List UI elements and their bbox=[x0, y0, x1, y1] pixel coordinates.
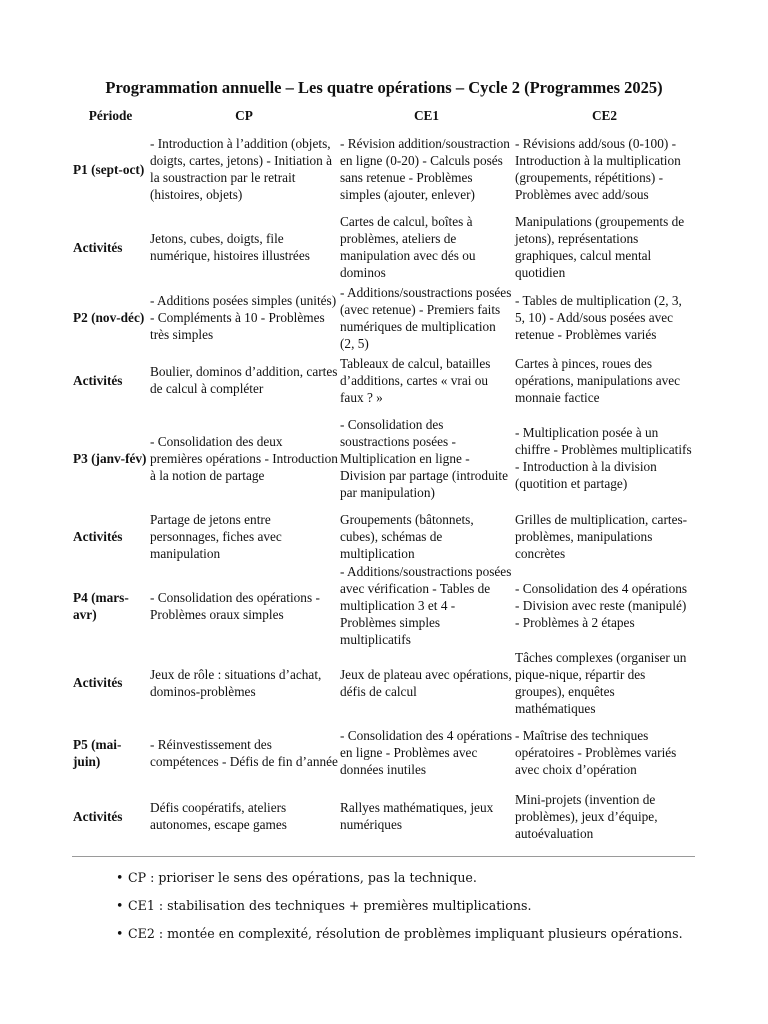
table-row bbox=[72, 563, 695, 648]
table-row bbox=[72, 648, 695, 717]
bullet-icon: • bbox=[116, 926, 124, 941]
ce1-cell: Tableaux de calcul, batailles d’additions, cartes « vrai ou faux ? » bbox=[340, 355, 491, 405]
list-item bbox=[116, 864, 683, 892]
table-row bbox=[72, 353, 695, 407]
list-item bbox=[116, 920, 683, 948]
header-periode: Période bbox=[88, 107, 133, 123]
period-cell: Activités bbox=[73, 808, 123, 824]
cp-cell: - Réinvestissement des compétences - Défis de fin d’année bbox=[150, 736, 338, 769]
cp-cell: Partage de jetons entre personnages, fiches avec manipulation bbox=[150, 511, 282, 561]
table-row bbox=[72, 212, 695, 282]
ce2-cell: - Consolidation des 4 opérations - Division avec reste (manipulé) - Problèmes à 2 étapes bbox=[515, 581, 688, 630]
period-cell: P1 (sept-oct) bbox=[73, 161, 145, 177]
separator-line bbox=[72, 856, 695, 857]
bullet-icon: • bbox=[116, 898, 124, 913]
period-cell: P3 (janv-fév) bbox=[73, 450, 147, 466]
cp-cell: - Additions posées simples (unités) - Compléments à 10 - Problèmes très simples bbox=[150, 293, 337, 342]
note-text: CP : prioriser le sens des opérations, pas la technique. bbox=[128, 870, 477, 885]
ce2-cell: Manipulations (groupements de jetons), représentations graphiques, calcul mental quotidien bbox=[515, 214, 685, 280]
period-cell: Activités bbox=[73, 239, 123, 255]
ce2-cell: - Tables de multiplication (2, 3, 5, 10) - Add/sous posées avec retenue - Problèmes variés bbox=[515, 293, 682, 342]
table-row bbox=[72, 126, 695, 212]
period-cell: P4 (mars-avr) bbox=[73, 589, 129, 622]
ce2-cell: - Révisions add/sous (0-100) - Introduction à la multiplication (groupements, répétitions) - Problèmes avec add/sous bbox=[515, 136, 681, 202]
period-cell: Activités bbox=[73, 528, 123, 544]
list-item bbox=[116, 892, 683, 920]
ce2-cell: Cartes à pinces, roues des opérations, manipulations avec monnaie factice bbox=[515, 355, 681, 405]
ce1-cell: - Additions/soustractions posées (avec retenue) - Premiers faits numériques de multiplication (2, 5) bbox=[340, 284, 512, 351]
note-text: CE2 : montée en complexité, résolution de problèmes impliquant plusieurs opérations. bbox=[128, 926, 683, 941]
table-row bbox=[72, 282, 695, 353]
ce2-cell: - Multiplication posée à un chiffre - Problèmes multiplicatifs - Introduction à la division (quotition et partage) bbox=[515, 425, 692, 491]
table-row bbox=[72, 509, 695, 563]
period-cell: Activités bbox=[73, 372, 123, 388]
period-cell: Activités bbox=[73, 675, 123, 690]
cp-cell: - Consolidation des opérations - Problèmes oraux simples bbox=[150, 589, 320, 622]
ce2-cell: Tâches complexes (organiser un pique-nique, répartir des groupes), enquêtes mathématiques bbox=[515, 649, 687, 716]
ce1-cell: Jeux de plateau avec opérations, défis de calcul bbox=[340, 666, 512, 699]
ce1-cell: Rallyes mathématiques, jeux numériques bbox=[340, 800, 494, 832]
ce2-cell: Grilles de multiplication, cartes-problèmes, manipulations concrètes bbox=[515, 511, 688, 561]
header-ce1: CE1 bbox=[413, 107, 440, 123]
header-cp: CP bbox=[235, 107, 253, 123]
ce1-cell: - Consolidation des soustractions posées - Multiplication en ligne - Division par partage (introduite par manipulation) bbox=[340, 416, 509, 500]
ce2-cell: Mini-projets (invention de problèmes), jeux d’équipe, autoévaluation bbox=[515, 791, 658, 841]
table-row bbox=[72, 407, 695, 509]
period-cell: P2 (nov-déc) bbox=[73, 310, 145, 325]
bullet-icon: • bbox=[116, 870, 124, 885]
cp-cell: Boulier, dominos d’addition, cartes de calcul à compléter bbox=[150, 364, 338, 396]
ce2-cell: - Maîtrise des techniques opératoires - Problèmes variés avec choix d’opération bbox=[515, 728, 677, 777]
table-row bbox=[72, 788, 695, 844]
cp-cell: - Consolidation des deux premières opérations - Introduction à la notion de partage bbox=[150, 433, 338, 483]
cp-cell: - Introduction à l’addition (objets, doigts, cartes, jetons) - Initiation à la soustraction par le retrait (histoires, objets) bbox=[150, 136, 333, 202]
ce1-cell: - Additions/soustractions posées avec vérification - Tables de multiplication 3 et 4 - Problèmes simples multiplicatifs bbox=[340, 564, 512, 647]
note-text: CE1 : stabilisation des techniques + premières multiplications. bbox=[128, 898, 532, 913]
ce1-cell: - Consolidation des 4 opérations en ligne - Problèmes avec données inutiles bbox=[340, 728, 513, 777]
notes-list bbox=[116, 864, 683, 948]
table-header-row bbox=[72, 104, 695, 126]
ce1-cell: Cartes de calcul, boîtes à problèmes, ateliers de manipulation avec dés ou dominos bbox=[340, 214, 476, 280]
ce1-cell: - Révision addition/soustraction en ligne (0-20) - Calculs posés sans retenue - Problèmes simples (ajouter, enlever) bbox=[340, 136, 510, 202]
page-title: Programmation annuelle – Les quatre opérations – Cycle 2 (Programmes 2025) bbox=[105, 78, 663, 97]
programmation-table bbox=[72, 104, 695, 844]
table-row bbox=[72, 717, 695, 788]
cp-cell: Jetons, cubes, doigts, file numérique, histoires illustrées bbox=[150, 231, 310, 263]
header-ce2: CE2 bbox=[591, 107, 618, 123]
cp-cell: Défis coopératifs, ateliers autonomes, escape games bbox=[150, 800, 287, 832]
period-cell: P5 (mai-juin) bbox=[73, 736, 122, 769]
ce1-cell: Groupements (bâtonnets, cubes), schémas de multiplication bbox=[340, 511, 474, 561]
cp-cell: Jeux de rôle : situations d’achat, dominos-problèmes bbox=[150, 666, 322, 699]
